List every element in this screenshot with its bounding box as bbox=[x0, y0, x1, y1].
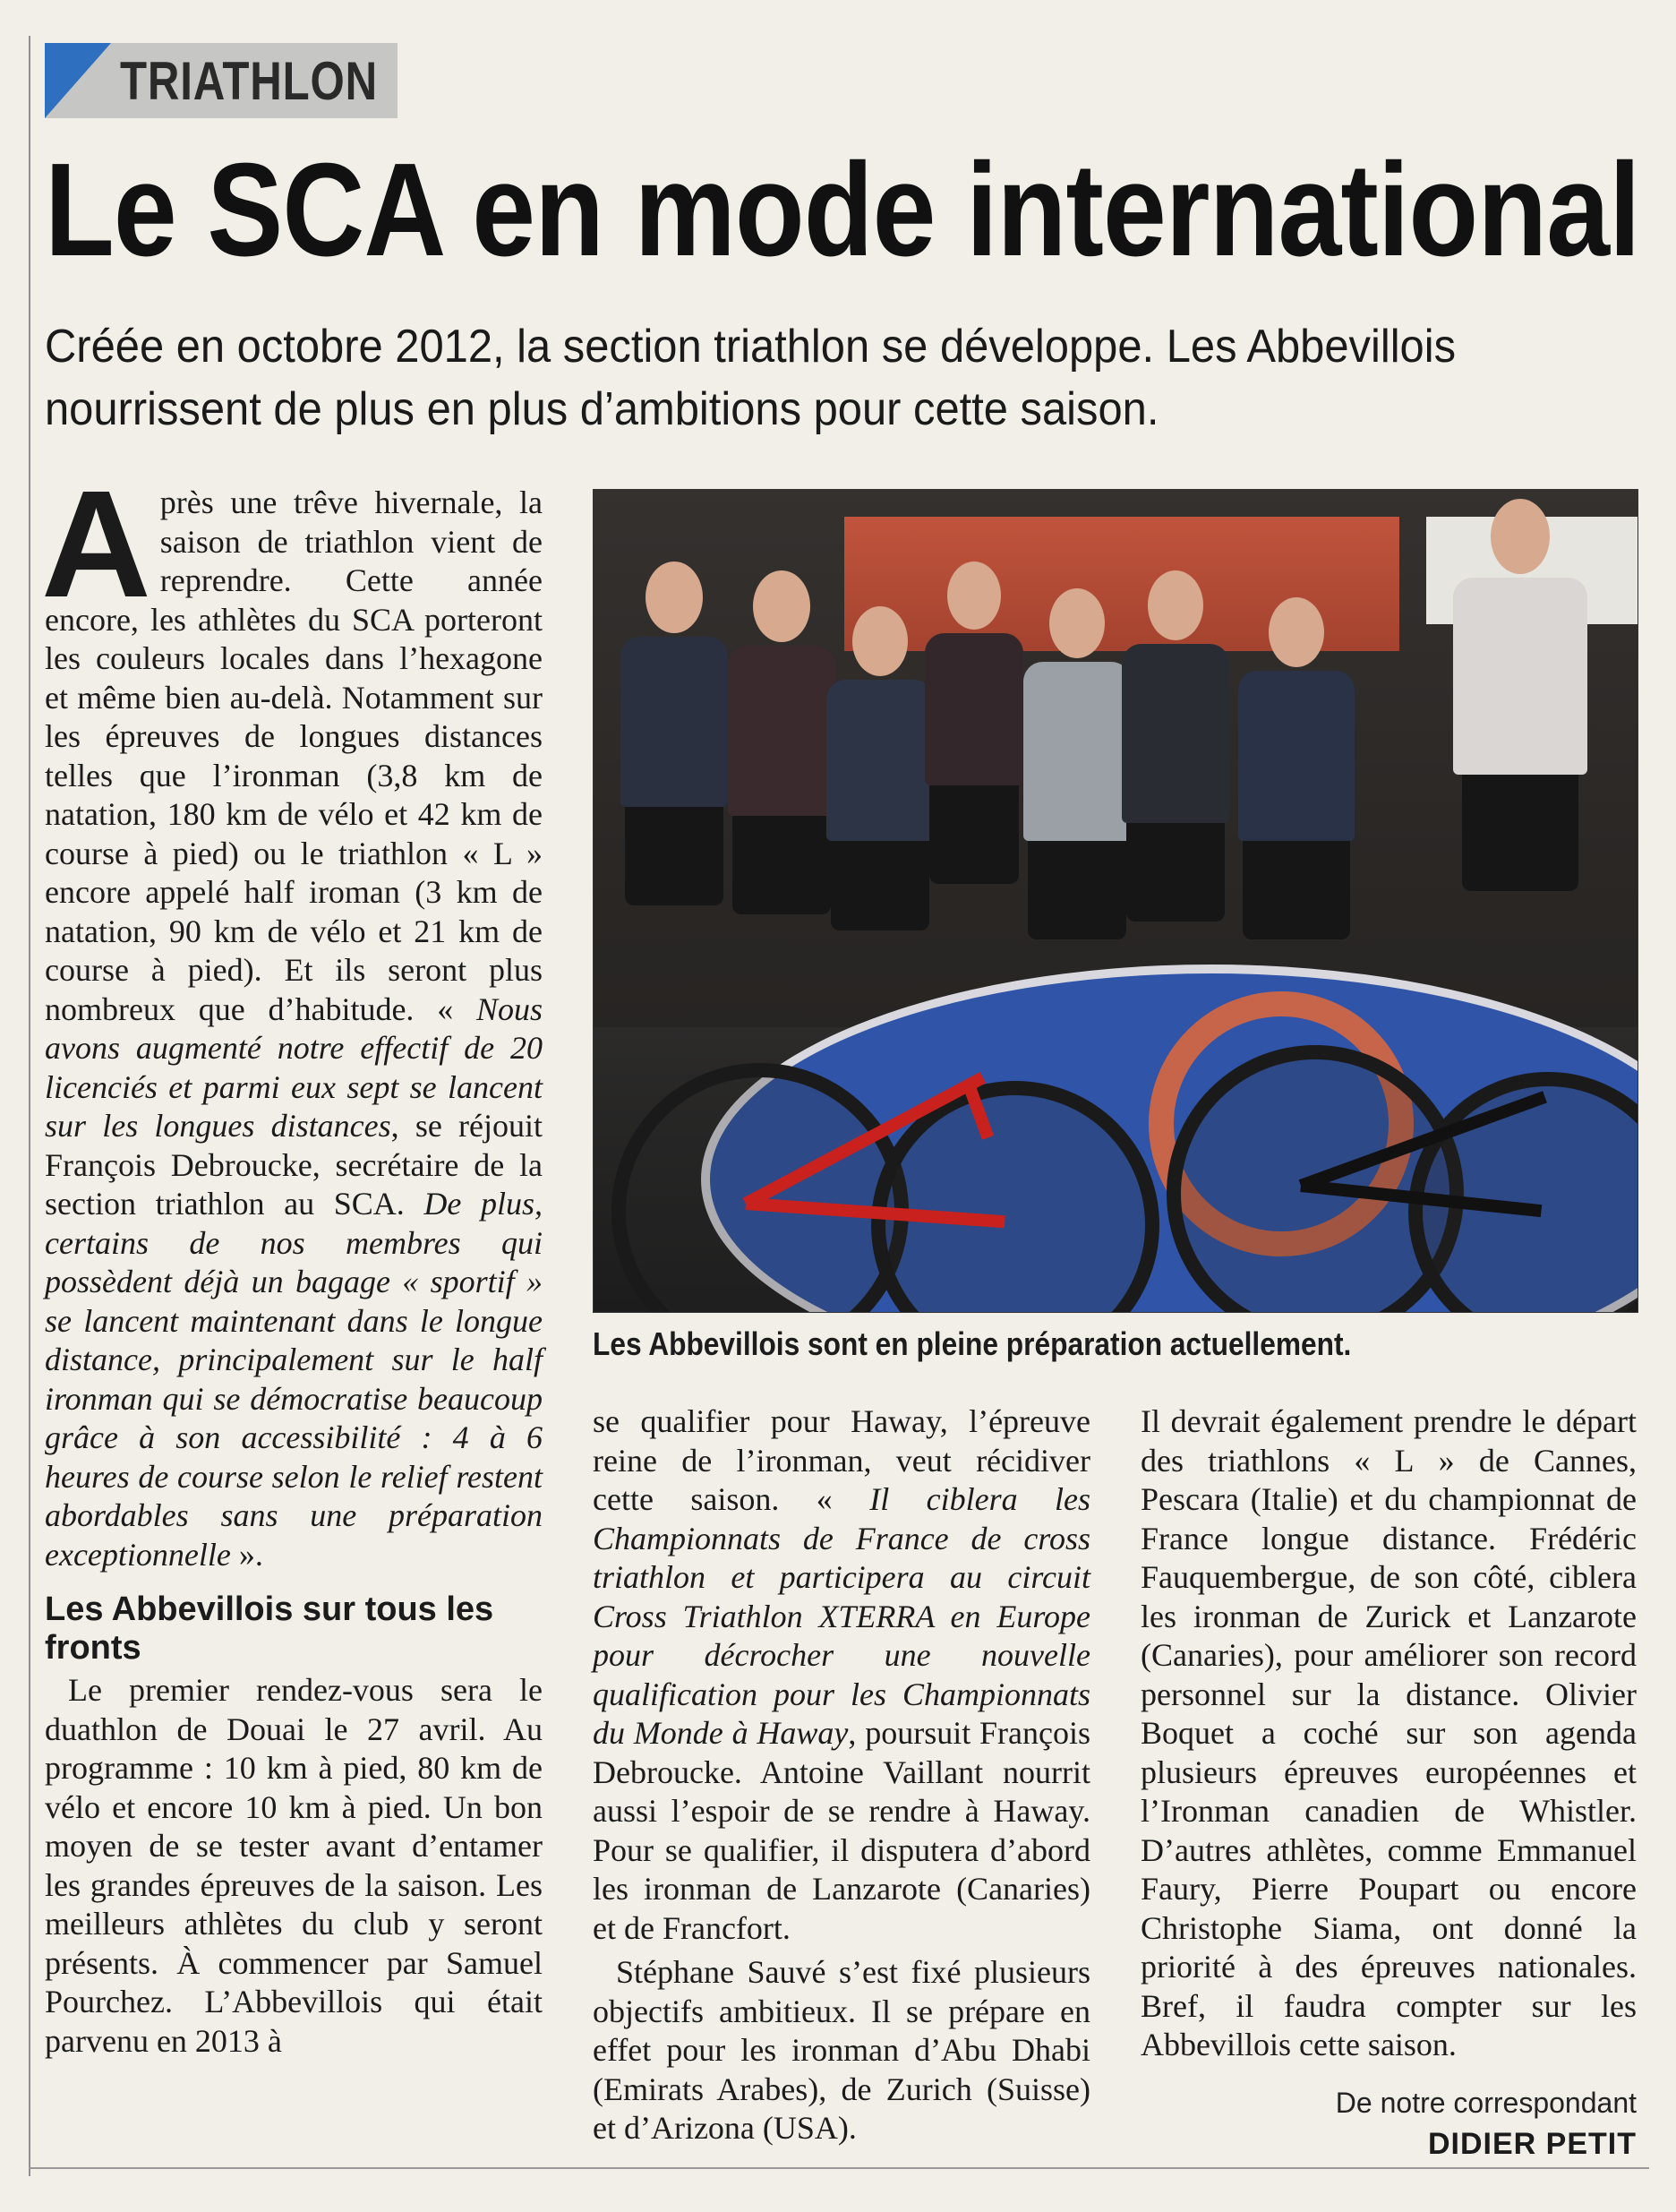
athlete-figure bbox=[728, 570, 835, 914]
quote-run: Nous avons augmenté notre effectif de 20 licenciés et parmi eux sept se lancent sur les longues distances bbox=[45, 990, 543, 1144]
byline-label: De notre correspondant bbox=[1335, 2087, 1637, 2119]
column-3-paragraph-1: Il devrait également prendre le départ des triathlons « L » de Cannes, Pescara (Italie) et du championnat de France longue distance. Frédéric Fauquembergue, de son côté, ciblera les ironman de Zurick et Lanzarote (Canaries), pour améliorer son record personnel sur la distance. Olivier Boquet a coché sur son agenda plusieurs épreuves européennes et l’Ironman canadien de Whistler. D’autres athlètes, comme Emmanuel Faury, Pierre Poupart ou encore Christophe Siama, ont donné la priorité à des épreuves nationales. Bref, il faudra compter sur les Abbevillois cette saison. bbox=[1141, 1403, 1637, 2062]
text-run: , se réjouit François Debroucke, secrétaire de la section triathlon au SCA. bbox=[45, 1108, 543, 1222]
text-run: se qualifier pour Haway, l’épreuve reine de l’ironman, veut récidiver cette saison. « bbox=[593, 1403, 1090, 1517]
article-column-1 bbox=[41, 459, 543, 2061]
article-standfirst bbox=[45, 315, 1585, 441]
column-1-paragraph-1 bbox=[41, 459, 543, 1574]
column-2-paragraph-2: Stéphane Sauvé s’est fixé plusieurs objectifs ambitieux. Il se prépare en effet pour les ironman d’Abu Dhabi (Emirats Arabes), de Zurich (Suisse) et d’Arizona (USA). bbox=[593, 1954, 1090, 2146]
section-tag bbox=[45, 43, 398, 118]
drop-cap: A bbox=[41, 459, 151, 630]
article-photo bbox=[593, 489, 1638, 1313]
column-1-paragraph-2: Le premier rendez-vous sera le duathlon de Douai le 27 avril. Au programme : 10 km à pied, 80 km de vélo et encore 10 km à pied. Un bon moyen de se tester avant d’entamer les grandes épreuves de la saison. Les meilleurs athlètes du club y seront présents. À commencer par Samuel Pourchez. L’Abbevillois qui était parvenu en 2013 à bbox=[45, 1672, 543, 2059]
text-run: près une trêve hivernale, la saison de triathlon vient de reprendre. Cette année encore, les athlètes du SCA porteront les couleurs locales dans l’hexagone et même bien au-delà. Notamment sur les épreuves de longues distances telles que l’ironman (3,8 km de natation, 180 km de vélo et 42 km de course à pied) ou le triathlon « L » encore appelé half iroman (3 km de natation, 90 km de vélo et 21 km de course à pied). Et ils seront plus nombreux que d’habitude. « bbox=[45, 484, 543, 1027]
athlete-figure bbox=[826, 606, 934, 930]
athlete-figure bbox=[1453, 499, 1587, 891]
athlete-figure bbox=[620, 562, 728, 905]
section-tag-label: TRIATHLON bbox=[120, 50, 378, 111]
standfirst-line-1: Créée en octobre 2012, la section triathlon se développe. Les Abbevillois bbox=[45, 321, 1457, 373]
left-column-rule bbox=[29, 36, 30, 2176]
quote-run: De plus, certains de nos membres qui possèdent déjà un bagage « sportif » se lancent maintenant dans le longue distance, principalement sur le half ironman qui se démocratise beaucoup grâce à son accessibilité : 4 à 6 heures de course selon le relief restent abordables sans une préparation exceptionnelle bbox=[45, 1186, 543, 1573]
column-2-paragraph-1 bbox=[593, 1402, 1090, 1948]
article-signoff bbox=[1141, 2087, 1637, 2162]
text-run: , poursuit François Debroucke. Antoine Vaillant nourrit aussi l’espoir de se rendre à Haway. Pour se qualifier, il disputera d’abord les ironman de Lanzarote (Canaries) et de Francfort. bbox=[593, 1715, 1090, 1946]
athlete-figure bbox=[1023, 588, 1131, 939]
athlete-figure bbox=[1122, 570, 1229, 922]
photo-caption: Les Abbevillois sont en pleine préparation actuellement. bbox=[593, 1325, 1352, 1362]
bottom-rule bbox=[29, 2167, 1649, 2169]
article-headline: Le SCA en mode international bbox=[45, 136, 1640, 284]
athlete-figure bbox=[925, 562, 1023, 884]
article-subhead: Les Abbevillois sur tous les fronts bbox=[45, 1590, 494, 1667]
article-column-2 bbox=[593, 1402, 1090, 2148]
athlete-figure bbox=[1238, 597, 1355, 939]
author-name: DIDIER PETIT bbox=[1427, 2127, 1637, 2161]
article-column-3 bbox=[1141, 1402, 1637, 2065]
text-run: ». bbox=[230, 1536, 263, 1573]
standfirst-line-2: nourrissent de plus en plus d’ambitions pour cette saison. bbox=[45, 383, 1159, 435]
section-tag-accent bbox=[45, 43, 111, 118]
quote-run: Il ciblera les Championnats de France de cross triathlon et participera au circuit Cross Triathlon XTERRA en Europe pour décrocher une nouvelle qualification pour les Championnats du Monde à Haway bbox=[593, 1481, 1090, 1751]
